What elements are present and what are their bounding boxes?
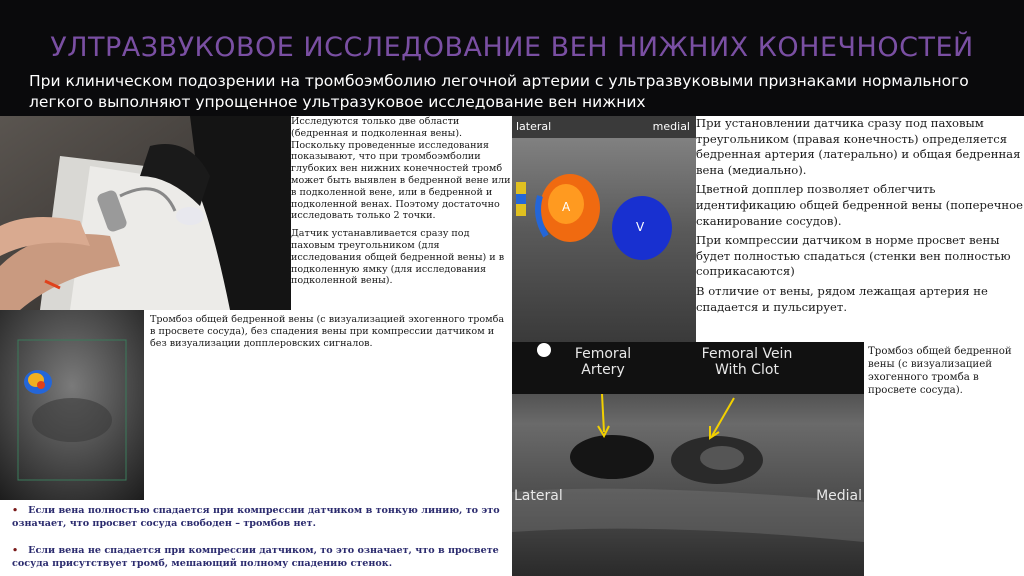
doppler-image <box>512 116 696 342</box>
bullet-icon: • <box>12 505 19 516</box>
caption-small-ultrasound <box>144 310 512 500</box>
medial-label: medial <box>652 120 690 133</box>
ultrasound-small-image <box>0 310 144 500</box>
caption-text: Тромбоз общей бедренной вены (с визуализацией эхогенного тромба в просвете сосуда). <box>868 346 1012 396</box>
bullet-item: • Если вена не спадается при компрессии датчиком, то это означает, что в просвете сосуда присутствует тромб, мешающий полному спадению стенок. <box>12 545 499 569</box>
text-block-methodology <box>291 116 512 310</box>
text-block-procedure <box>696 116 1024 344</box>
lateral-label: lateral <box>516 120 552 133</box>
text-paragraph: Исследуются только две области (бедренная и подколенная вены). Поскольку проведенные исследования показывают, что при тромбоэмболии глубоких вен нижних конечностей тромб может быть выявлен в бедренной вене или в подколенной вене, или в бедренной и подколенной венах. Поэтому достаточно исследовать только 2 точки. <box>291 116 511 222</box>
ultrasound-large-drawing <box>512 342 864 576</box>
text-paragraph: Датчик устанавливается сразу под паховым треугольником (для исследования общей бедренной вены) и в подколенную ямку (для исследования подколенной вены). <box>291 228 505 287</box>
medial-label-large: Medial <box>816 488 862 504</box>
bullet-item: • Если вена полностью спадается при компрессии датчиком в тонкую линию, то это означает, что просвет сосуда свободен – тромбов нет. <box>12 505 500 529</box>
conclusion-bullets <box>0 500 512 576</box>
ultrasound-small-drawing <box>0 310 144 500</box>
femoral-vein-label: Femoral Vein With Clot <box>701 346 793 378</box>
ultrasound-large-image <box>512 342 864 576</box>
caption-text: Тромбоз общей бедренной вены (с визуализацией эхогенного тромба в просвете сосуда), без спадения вены при компрессии датчиком и без визуализации допплеровских сигналов. <box>150 314 505 349</box>
artery-label: A <box>562 200 571 214</box>
exam-photo <box>0 116 291 310</box>
slide-subtitle: При клиническом подозрении на тромбоэмболию легочной артерии с ультразвуковыми признаками нормального легкого выполняют упрощенное ультразуковое исследование вен нижних <box>29 72 969 111</box>
doppler-drawing <box>512 116 696 342</box>
text-paragraph: При установлении датчика сразу под паховым треугольником (правая конечность) определяется бедренная артерия (латерально) и общая бедренная вена (медиально). <box>696 116 1021 177</box>
caption-large-ultrasound <box>864 342 1024 576</box>
text-paragraph: В отличие от вены, рядом лежащая артерия не спадается и пульсирует. <box>696 283 988 314</box>
bullet-icon: • <box>12 545 19 556</box>
text-paragraph: При компрессии датчиком в норме просвет вены будет полностью спадаться (стенки вен полностью соприкасаются) <box>696 233 1011 279</box>
exam-photo-drawing <box>0 116 291 310</box>
vein-label: V <box>636 220 645 234</box>
slide-title: УЛТРАЗВУКОВОЕ ИССЛЕДОВАНИЕ ВЕН НИЖНИХ КОНЕЧНОСТЕЙ <box>50 32 974 63</box>
femoral-artery-label: Femoral Artery <box>574 346 632 378</box>
lateral-label-large: Lateral <box>514 488 563 504</box>
text-paragraph: Цветной допплер позволяет облегчить идентификацию общей бедренной вены (поперечное сканирование сосудов). <box>696 182 1024 228</box>
